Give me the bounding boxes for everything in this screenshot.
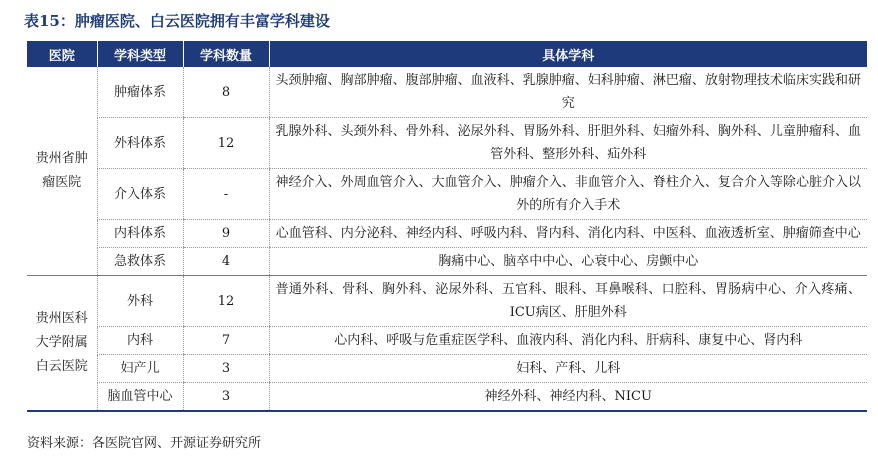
count-cell: 3 <box>183 355 269 383</box>
table-row <box>27 355 867 383</box>
detail-cell: 神经介入、外周血管介入、大血管介入、肿瘤介入、非血管介入、脊柱介入、复合介入等除心脏介入以外的所有介入手术 <box>269 169 867 220</box>
detail-cell: 普通外科、骨科、胸外科、泌尿外科、五官科、眼科、耳鼻喉科、口腔科、胃肠病中心、介入疼痛、ICU病区、肝胆外科 <box>269 276 867 327</box>
table-row <box>27 67 867 118</box>
type-cell: 介入体系 <box>97 169 183 220</box>
hospital-cell: 贵州省肿瘤医院 <box>27 67 97 276</box>
type-cell: 内科 <box>97 327 183 355</box>
header-type: 学科类型 <box>97 41 183 67</box>
table-row <box>27 248 867 276</box>
header-count: 学科数量 <box>183 41 269 67</box>
count-cell: 7 <box>183 327 269 355</box>
table-row <box>27 220 867 248</box>
type-cell: 外科体系 <box>97 118 183 169</box>
detail-cell: 神经外科、神经内科、NICU <box>269 383 867 412</box>
count-cell: 4 <box>183 248 269 276</box>
type-cell: 急救体系 <box>97 248 183 276</box>
type-cell: 脑血管中心 <box>97 383 183 412</box>
type-cell: 外科 <box>97 276 183 327</box>
hospital-cell: 贵州医科大学附属白云医院 <box>27 276 97 412</box>
count-cell: 3 <box>183 383 269 412</box>
table-title: 表15：肿瘤医院、白云医院拥有丰富学科建设 <box>24 12 330 30</box>
header-detail: 具体学科 <box>269 41 867 67</box>
table-row <box>27 383 867 412</box>
detail-cell: 妇科、产科、儿科 <box>269 355 867 383</box>
detail-cell: 心内科、呼吸与危重症医学科、血液内科、消化内科、肝病科、康复中心、肾内科 <box>269 327 867 355</box>
detail-cell: 胸痛中心、脑卒中中心、心衰中心、房颤中心 <box>269 248 867 276</box>
detail-cell: 乳腺外科、头颈外科、骨外科、泌尿外科、胃肠外科、肝胆外科、妇瘤外科、胸外科、儿童肿瘤科、血管外科、整形外科、疝外科 <box>269 118 867 169</box>
header-hospital: 医院 <box>27 41 97 67</box>
detail-cell: 心血管科、内分泌科、神经内科、呼吸内科、肾内科、消化内科、中医科、血液透析室、肿瘤筛查中心 <box>269 220 867 248</box>
detail-cell: 头颈肿瘤、胸部肿瘤、腹部肿瘤、血液科、乳腺肿瘤、妇科肿瘤、淋巴瘤、放射物理技术临床实践和研究 <box>269 67 867 118</box>
table-row <box>27 327 867 355</box>
type-cell: 妇产儿 <box>97 355 183 383</box>
table-row <box>27 118 867 169</box>
type-cell: 内科体系 <box>97 220 183 248</box>
count-cell: 12 <box>183 276 269 327</box>
count-cell: 8 <box>183 67 269 118</box>
table-row <box>27 276 867 327</box>
count-cell: 12 <box>183 118 269 169</box>
header-row <box>27 41 867 67</box>
count-cell: 9 <box>183 220 269 248</box>
source-note: 资料来源：各医院官网、开源证券研究所 <box>27 436 262 451</box>
type-cell: 肿瘤体系 <box>97 67 183 118</box>
discipline-table <box>27 41 867 412</box>
count-cell: - <box>183 169 269 220</box>
table-row <box>27 169 867 220</box>
